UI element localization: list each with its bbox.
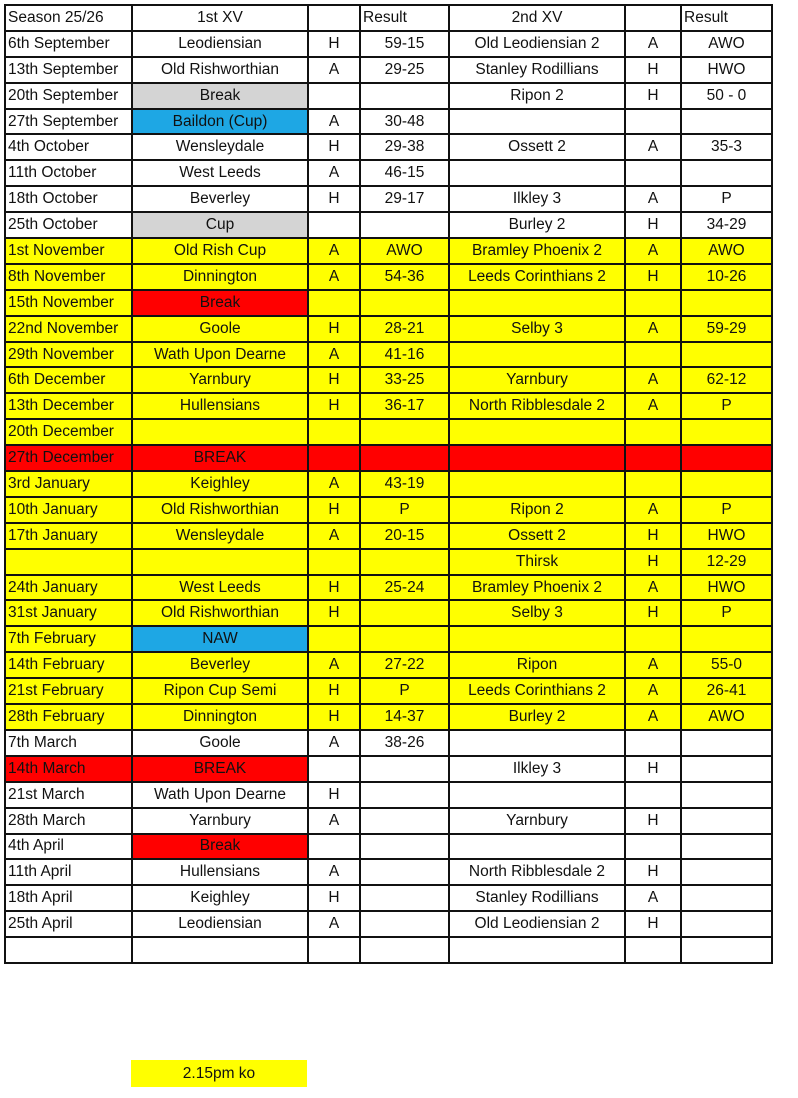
second-xv-venue-cell: H: [625, 523, 681, 549]
date-cell: [5, 549, 132, 575]
second-xv-venue-cell: [625, 342, 681, 368]
second-xv-venue-cell: A: [625, 393, 681, 419]
second-xv-opponent-cell: Bramley Phoenix 2: [449, 575, 625, 601]
fixture-row: [5, 575, 772, 601]
fixture-row: [5, 264, 772, 290]
first-xv-opponent-cell: Old Rish Cup: [132, 238, 308, 264]
first-xv-venue-cell: A: [308, 730, 360, 756]
second-xv-result-cell: [681, 626, 772, 652]
first-xv-opponent-cell: Keighley: [132, 885, 308, 911]
first-xv-opponent-cell: Old Rishworthian: [132, 57, 308, 83]
first-xv-opponent-cell: Wath Upon Dearne: [132, 342, 308, 368]
first-xv-opponent-cell: Ripon Cup Semi: [132, 678, 308, 704]
first-xv-venue-cell: H: [308, 393, 360, 419]
second-xv-result-cell: 50 - 0: [681, 83, 772, 109]
second-xv-header: 2nd XV: [449, 5, 625, 31]
fixture-row: [5, 212, 772, 238]
second-xv-result-cell: 10-26: [681, 264, 772, 290]
first-xv-opponent-cell: Wensleydale: [132, 134, 308, 160]
first-xv-venue-cell: [308, 290, 360, 316]
second-xv-venue-cell: H: [625, 808, 681, 834]
first-xv-result-cell: [360, 834, 449, 860]
fixture-row: [5, 704, 772, 730]
first-xv-opponent-cell: NAW: [132, 626, 308, 652]
second-xv-venue-cell: H: [625, 600, 681, 626]
fixture-row: [5, 782, 772, 808]
second-xv-result-cell: [681, 419, 772, 445]
first-xv-result-cell: 30-48: [360, 109, 449, 135]
second-xv-result-cell: HWO: [681, 523, 772, 549]
second-xv-venue-cell: H: [625, 57, 681, 83]
first-xv-venue-cell: [308, 626, 360, 652]
fixture-row: [5, 316, 772, 342]
fixture-row: [5, 367, 772, 393]
first-xv-venue-cell: H: [308, 31, 360, 57]
first-xv-venue-cell: [308, 445, 360, 471]
second-xv-opponent-cell: [449, 290, 625, 316]
date-cell: 6th December: [5, 367, 132, 393]
fixture-row: [5, 937, 772, 963]
second-xv-opponent-cell: Ilkley 3: [449, 756, 625, 782]
first-xv-venue-cell: A: [308, 911, 360, 937]
first-xv-venue-cell: H: [308, 186, 360, 212]
first-xv-venue-cell: H: [308, 885, 360, 911]
second-xv-opponent-cell: [449, 109, 625, 135]
first-xv-venue-header: [308, 5, 360, 31]
second-xv-opponent-cell: Ossett 2: [449, 134, 625, 160]
first-xv-result-cell: 43-19: [360, 471, 449, 497]
first-xv-opponent-cell: Old Rishworthian: [132, 600, 308, 626]
first-xv-result-cell: [360, 419, 449, 445]
second-xv-result-cell: [681, 290, 772, 316]
date-cell: 11th April: [5, 859, 132, 885]
second-xv-venue-cell: [625, 937, 681, 963]
second-xv-venue-cell: [625, 290, 681, 316]
date-cell: 29th November: [5, 342, 132, 368]
first-xv-opponent-cell: Break: [132, 290, 308, 316]
date-cell: 8th November: [5, 264, 132, 290]
first-xv-result-cell: 29-17: [360, 186, 449, 212]
fixture-row: [5, 109, 772, 135]
date-cell: [5, 937, 132, 963]
date-cell: 22nd November: [5, 316, 132, 342]
first-xv-result-cell: [360, 212, 449, 238]
second-xv-result-cell: 35-3: [681, 134, 772, 160]
first-xv-result-cell: 27-22: [360, 652, 449, 678]
date-cell: 28th February: [5, 704, 132, 730]
second-xv-result-cell: [681, 342, 772, 368]
first-xv-venue-cell: A: [308, 342, 360, 368]
second-xv-opponent-cell: [449, 419, 625, 445]
fixture-row: [5, 238, 772, 264]
first-xv-opponent-cell: Break: [132, 834, 308, 860]
date-cell: 10th January: [5, 497, 132, 523]
date-cell: 25th April: [5, 911, 132, 937]
first-xv-opponent-cell: [132, 549, 308, 575]
first-xv-venue-cell: H: [308, 134, 360, 160]
fixture-row: [5, 600, 772, 626]
second-xv-opponent-cell: Old Leodiensian 2: [449, 31, 625, 57]
second-xv-venue-cell: A: [625, 186, 681, 212]
second-xv-result-cell: HWO: [681, 57, 772, 83]
first-xv-result-cell: [360, 859, 449, 885]
second-xv-opponent-cell: [449, 342, 625, 368]
date-cell: 18th April: [5, 885, 132, 911]
fixture-row: [5, 290, 772, 316]
first-xv-result-cell: 28-21: [360, 316, 449, 342]
second-xv-venue-cell: A: [625, 497, 681, 523]
second-xv-venue-cell: A: [625, 134, 681, 160]
first-xv-venue-cell: [308, 834, 360, 860]
first-xv-opponent-cell: BREAK: [132, 445, 308, 471]
second-xv-opponent-cell: Yarnbury: [449, 808, 625, 834]
second-xv-venue-cell: [625, 445, 681, 471]
first-xv-venue-cell: [308, 937, 360, 963]
first-xv-result-cell: 33-25: [360, 367, 449, 393]
first-xv-opponent-cell: Leodiensian: [132, 911, 308, 937]
first-xv-opponent-cell: Break: [132, 83, 308, 109]
second-xv-opponent-cell: Ripon: [449, 652, 625, 678]
first-xv-opponent-cell: Dinnington: [132, 704, 308, 730]
date-cell: 20th December: [5, 419, 132, 445]
first-xv-venue-cell: H: [308, 367, 360, 393]
second-xv-opponent-cell: Yarnbury: [449, 367, 625, 393]
date-cell: 3rd January: [5, 471, 132, 497]
first-xv-opponent-cell: [132, 419, 308, 445]
first-xv-result-cell: AWO: [360, 238, 449, 264]
first-xv-result-cell: 41-16: [360, 342, 449, 368]
second-xv-result-cell: HWO: [681, 575, 772, 601]
first-xv-venue-cell: A: [308, 238, 360, 264]
second-xv-venue-cell: A: [625, 575, 681, 601]
first-xv-result-cell: 29-38: [360, 134, 449, 160]
first-xv-result-cell: [360, 549, 449, 575]
second-xv-venue-cell: H: [625, 83, 681, 109]
first-xv-venue-cell: H: [308, 600, 360, 626]
first-xv-result-header: Result: [360, 5, 449, 31]
second-xv-venue-cell: A: [625, 238, 681, 264]
second-xv-result-cell: [681, 885, 772, 911]
second-xv-result-cell: AWO: [681, 238, 772, 264]
season-header: Season 25/26: [5, 5, 132, 31]
first-xv-result-cell: [360, 445, 449, 471]
first-xv-venue-cell: [308, 212, 360, 238]
date-cell: 14th February: [5, 652, 132, 678]
first-xv-result-cell: [360, 626, 449, 652]
second-xv-result-cell: P: [681, 393, 772, 419]
first-xv-venue-cell: H: [308, 704, 360, 730]
second-xv-opponent-cell: Bramley Phoenix 2: [449, 238, 625, 264]
second-xv-venue-cell: H: [625, 549, 681, 575]
fixture-row: [5, 911, 772, 937]
first-xv-venue-cell: A: [308, 160, 360, 186]
date-cell: 13th September: [5, 57, 132, 83]
date-cell: 7th March: [5, 730, 132, 756]
first-xv-result-cell: [360, 885, 449, 911]
second-xv-venue-cell: A: [625, 678, 681, 704]
second-xv-result-cell: P: [681, 186, 772, 212]
first-xv-venue-cell: H: [308, 678, 360, 704]
second-xv-venue-cell: H: [625, 859, 681, 885]
fixture-row: [5, 523, 772, 549]
second-xv-opponent-cell: Selby 3: [449, 316, 625, 342]
first-xv-result-cell: P: [360, 678, 449, 704]
second-xv-venue-cell: [625, 626, 681, 652]
first-xv-opponent-cell: Leodiensian: [132, 31, 308, 57]
first-xv-venue-cell: H: [308, 316, 360, 342]
date-cell: 4th October: [5, 134, 132, 160]
fixture-row: [5, 445, 772, 471]
fixture-row: [5, 549, 772, 575]
fixture-row: [5, 678, 772, 704]
date-cell: 27th December: [5, 445, 132, 471]
second-xv-opponent-cell: Selby 3: [449, 600, 625, 626]
second-xv-opponent-cell: Leeds Corinthians 2: [449, 264, 625, 290]
second-xv-venue-cell: H: [625, 212, 681, 238]
second-xv-opponent-cell: Old Leodiensian 2: [449, 911, 625, 937]
fixture-row: [5, 83, 772, 109]
second-xv-opponent-cell: [449, 834, 625, 860]
second-xv-result-cell: [681, 160, 772, 186]
second-xv-result-cell: 59-29: [681, 316, 772, 342]
fixture-row: [5, 342, 772, 368]
fixture-row: [5, 808, 772, 834]
first-xv-opponent-cell: Yarnbury: [132, 808, 308, 834]
fixture-row: [5, 419, 772, 445]
date-cell: 31st January: [5, 600, 132, 626]
second-xv-result-cell: [681, 782, 772, 808]
second-xv-opponent-cell: Burley 2: [449, 704, 625, 730]
fixture-row: [5, 134, 772, 160]
first-xv-venue-cell: [308, 419, 360, 445]
date-cell: 1st November: [5, 238, 132, 264]
first-xv-opponent-cell: Yarnbury: [132, 367, 308, 393]
second-xv-result-cell: P: [681, 497, 772, 523]
first-xv-opponent-cell: Hullensians: [132, 859, 308, 885]
first-xv-opponent-cell: Beverley: [132, 652, 308, 678]
second-xv-opponent-cell: North Ribblesdale 2: [449, 859, 625, 885]
second-xv-venue-cell: [625, 109, 681, 135]
fixture-row: [5, 186, 772, 212]
first-xv-opponent-cell: Cup: [132, 212, 308, 238]
second-xv-opponent-cell: Ossett 2: [449, 523, 625, 549]
header-row: [5, 5, 772, 31]
second-xv-result-cell: [681, 471, 772, 497]
date-cell: 18th October: [5, 186, 132, 212]
date-cell: 28th March: [5, 808, 132, 834]
fixture-row: [5, 497, 772, 523]
first-xv-opponent-cell: BREAK: [132, 756, 308, 782]
date-cell: 24th January: [5, 575, 132, 601]
first-xv-opponent-cell: Wath Upon Dearne: [132, 782, 308, 808]
first-xv-result-cell: 54-36: [360, 264, 449, 290]
second-xv-opponent-cell: [449, 445, 625, 471]
fixture-row: [5, 730, 772, 756]
second-xv-opponent-cell: [449, 782, 625, 808]
first-xv-result-cell: 46-15: [360, 160, 449, 186]
second-xv-opponent-cell: [449, 626, 625, 652]
second-xv-venue-cell: H: [625, 756, 681, 782]
fixture-row: [5, 31, 772, 57]
first-xv-venue-cell: A: [308, 859, 360, 885]
second-xv-opponent-cell: Ripon 2: [449, 497, 625, 523]
second-xv-result-cell: [681, 859, 772, 885]
first-xv-result-cell: 20-15: [360, 523, 449, 549]
first-xv-venue-cell: [308, 83, 360, 109]
second-xv-opponent-cell: [449, 937, 625, 963]
second-xv-opponent-cell: [449, 730, 625, 756]
second-xv-venue-cell: A: [625, 885, 681, 911]
first-xv-result-cell: [360, 782, 449, 808]
second-xv-venue-cell: A: [625, 31, 681, 57]
second-xv-venue-cell: A: [625, 704, 681, 730]
second-xv-venue-header: [625, 5, 681, 31]
first-xv-opponent-cell: Beverley: [132, 186, 308, 212]
fixture-row: [5, 859, 772, 885]
first-xv-opponent-cell: Keighley: [132, 471, 308, 497]
date-cell: 13th December: [5, 393, 132, 419]
date-cell: 21st March: [5, 782, 132, 808]
first-xv-opponent-cell: West Leeds: [132, 160, 308, 186]
second-xv-result-cell: 12-29: [681, 549, 772, 575]
second-xv-result-cell: [681, 109, 772, 135]
fixture-row: [5, 756, 772, 782]
second-xv-opponent-cell: [449, 160, 625, 186]
second-xv-result-cell: [681, 445, 772, 471]
second-xv-opponent-cell: Stanley Rodillians: [449, 885, 625, 911]
date-cell: 17th January: [5, 523, 132, 549]
date-cell: 20th September: [5, 83, 132, 109]
second-xv-opponent-cell: Stanley Rodillians: [449, 57, 625, 83]
first-xv-venue-cell: A: [308, 264, 360, 290]
first-xv-opponent-cell: Old Rishworthian: [132, 497, 308, 523]
first-xv-opponent-cell: Hullensians: [132, 393, 308, 419]
date-cell: 7th February: [5, 626, 132, 652]
second-xv-opponent-cell: Burley 2: [449, 212, 625, 238]
fixtures-table: [4, 4, 773, 964]
first-xv-result-cell: 29-25: [360, 57, 449, 83]
date-cell: 21st February: [5, 678, 132, 704]
fixture-row: [5, 471, 772, 497]
second-xv-venue-cell: [625, 834, 681, 860]
second-xv-opponent-cell: Ilkley 3: [449, 186, 625, 212]
fixture-row: [5, 652, 772, 678]
first-xv-venue-cell: A: [308, 652, 360, 678]
kickoff-legend: 2.15pm ko: [131, 1060, 307, 1087]
first-xv-result-cell: 36-17: [360, 393, 449, 419]
second-xv-result-cell: AWO: [681, 31, 772, 57]
first-xv-result-cell: [360, 83, 449, 109]
second-xv-venue-cell: [625, 419, 681, 445]
first-xv-opponent-cell: Wensleydale: [132, 523, 308, 549]
second-xv-opponent-cell: [449, 471, 625, 497]
first-xv-result-cell: 59-15: [360, 31, 449, 57]
second-xv-venue-cell: A: [625, 367, 681, 393]
first-xv-venue-cell: A: [308, 57, 360, 83]
first-xv-venue-cell: [308, 549, 360, 575]
second-xv-venue-cell: H: [625, 911, 681, 937]
first-xv-opponent-cell: Dinnington: [132, 264, 308, 290]
fixtures-body: [5, 5, 772, 963]
date-cell: 25th October: [5, 212, 132, 238]
first-xv-opponent-cell: Baildon (Cup): [132, 109, 308, 135]
fixture-row: [5, 834, 772, 860]
first-xv-result-cell: P: [360, 497, 449, 523]
first-xv-result-cell: 25-24: [360, 575, 449, 601]
second-xv-result-cell: 34-29: [681, 212, 772, 238]
fixture-row: [5, 626, 772, 652]
first-xv-result-cell: 38-26: [360, 730, 449, 756]
fixture-row: [5, 393, 772, 419]
date-cell: 6th September: [5, 31, 132, 57]
second-xv-result-cell: [681, 730, 772, 756]
second-xv-opponent-cell: Leeds Corinthians 2: [449, 678, 625, 704]
date-cell: 15th November: [5, 290, 132, 316]
first-xv-opponent-cell: West Leeds: [132, 575, 308, 601]
date-cell: 11th October: [5, 160, 132, 186]
second-xv-result-cell: [681, 756, 772, 782]
first-xv-venue-cell: [308, 756, 360, 782]
second-xv-result-cell: 26-41: [681, 678, 772, 704]
date-cell: 14th March: [5, 756, 132, 782]
second-xv-venue-cell: A: [625, 652, 681, 678]
date-cell: 4th April: [5, 834, 132, 860]
first-xv-result-cell: [360, 937, 449, 963]
first-xv-result-cell: [360, 808, 449, 834]
first-xv-result-cell: [360, 756, 449, 782]
fixture-row: [5, 160, 772, 186]
first-xv-opponent-cell: Goole: [132, 316, 308, 342]
first-xv-venue-cell: H: [308, 575, 360, 601]
second-xv-result-cell: [681, 834, 772, 860]
second-xv-result-cell: P: [681, 600, 772, 626]
first-xv-venue-cell: A: [308, 808, 360, 834]
first-xv-venue-cell: A: [308, 471, 360, 497]
second-xv-opponent-cell: Ripon 2: [449, 83, 625, 109]
first-xv-header: 1st XV: [132, 5, 308, 31]
second-xv-venue-cell: [625, 730, 681, 756]
first-xv-result-cell: [360, 600, 449, 626]
second-xv-venue-cell: [625, 782, 681, 808]
second-xv-result-cell: [681, 911, 772, 937]
first-xv-result-cell: [360, 911, 449, 937]
first-xv-result-cell: [360, 290, 449, 316]
second-xv-result-cell: 55-0: [681, 652, 772, 678]
first-xv-opponent-cell: [132, 937, 308, 963]
fixture-row: [5, 57, 772, 83]
second-xv-venue-cell: H: [625, 264, 681, 290]
first-xv-venue-cell: H: [308, 782, 360, 808]
fixture-row: [5, 885, 772, 911]
first-xv-opponent-cell: Goole: [132, 730, 308, 756]
first-xv-venue-cell: H: [308, 497, 360, 523]
second-xv-venue-cell: [625, 160, 681, 186]
second-xv-result-cell: [681, 937, 772, 963]
second-xv-result-cell: AWO: [681, 704, 772, 730]
first-xv-result-cell: 14-37: [360, 704, 449, 730]
second-xv-venue-cell: A: [625, 316, 681, 342]
date-cell: 27th September: [5, 109, 132, 135]
second-xv-opponent-cell: Thirsk: [449, 549, 625, 575]
second-xv-opponent-cell: North Ribblesdale 2: [449, 393, 625, 419]
first-xv-venue-cell: A: [308, 109, 360, 135]
first-xv-venue-cell: A: [308, 523, 360, 549]
second-xv-result-cell: 62-12: [681, 367, 772, 393]
second-xv-result-header: Result: [681, 5, 772, 31]
second-xv-result-cell: [681, 808, 772, 834]
second-xv-venue-cell: [625, 471, 681, 497]
